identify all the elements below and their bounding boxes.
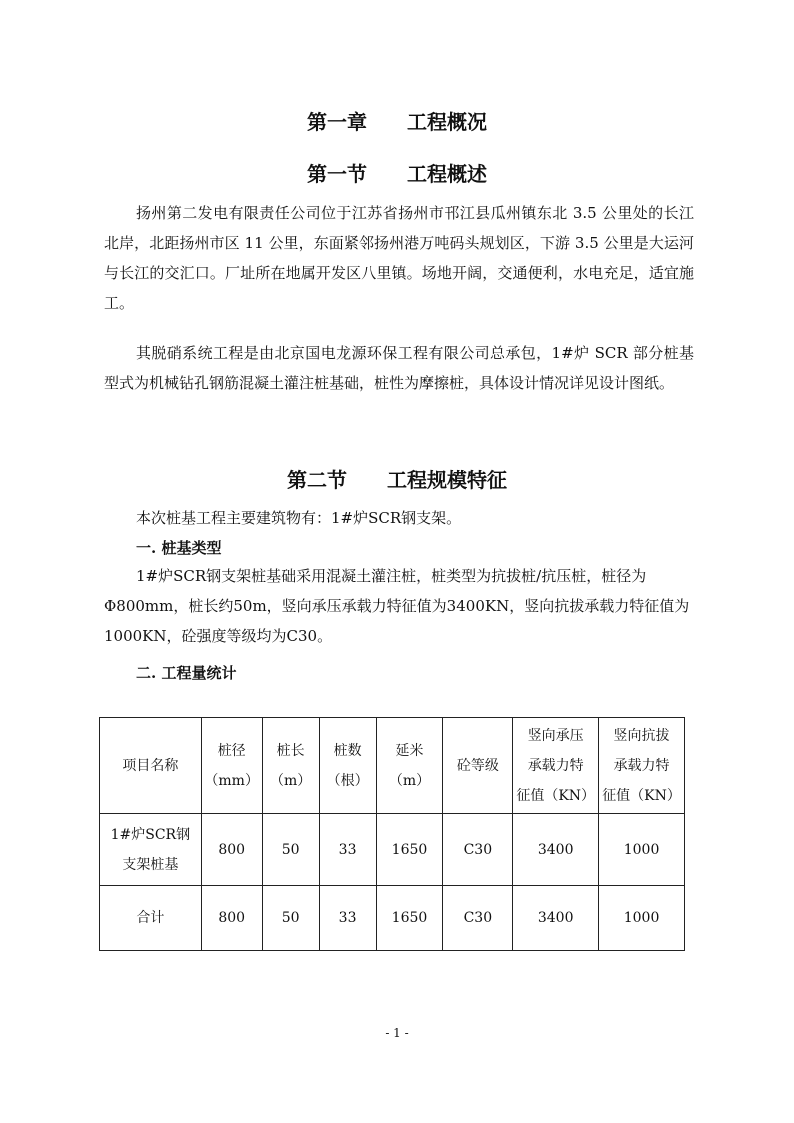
cell-length: 50 — [262, 814, 319, 886]
main-buildings-text: 本次桩基工程主要建筑物有：1#炉SCR钢支架。 — [136, 509, 462, 527]
cell-uplift: 1000 — [599, 814, 685, 886]
cell-name: 合计 — [100, 886, 202, 951]
table-total-row — [100, 886, 685, 951]
chapter-title: 第一章 工程概况 — [307, 110, 487, 134]
header-cell-name: 项目名称 — [100, 718, 202, 814]
cell-diameter: 800 — [201, 814, 262, 886]
page-number: - 1 - — [385, 1026, 409, 1040]
cell-meters: 1650 — [376, 886, 443, 951]
header-cell-compress: 竖向承压 承载力特 征值（KN） — [513, 718, 599, 814]
cell-diameter: 800 — [201, 886, 262, 951]
table-row — [100, 814, 685, 886]
header-cell-count: 桩数 （根） — [319, 718, 376, 814]
cell-count: 33 — [319, 886, 376, 951]
cell-uplift: 1000 — [599, 886, 685, 951]
table-header-row — [100, 718, 685, 814]
pile-type-paragraph: 1#炉SCR钢支架桩基础采用混凝土灌注桩，桩类型为抗拔桩/抗压桩，桩径为Φ800mm，桩长约50m，竖向承压承载力特征值为3400KN，竖向抗拔承载力特征值为1000KN，砼强度等级均为C30。 — [104, 567, 690, 645]
cell-meters: 1650 — [376, 814, 443, 886]
overview-paragraph-1: 扬州第二发电有限责任公司位于江苏省扬州市邗江县瓜州镇东北 3.5 公里处的长江北岸，北距扬州市区 11 公里，东面紧邻扬州港万吨码头规划区，下游 3.5 公里是大运河与长江的交汇口。厂址所在地属开发区八里镇。场地开阔，交通便利，水电充足，适宜施工。 — [104, 204, 694, 312]
quantity-table — [99, 717, 685, 951]
header-cell-grade: 砼等级 — [443, 718, 513, 814]
subsection-quantity: 二. 工程量统计 — [136, 664, 237, 682]
cell-compress: 3400 — [513, 814, 599, 886]
header-cell-uplift: 竖向抗拔 承载力特 征值（KN） — [599, 718, 685, 814]
section-title-overview: 第一节 工程概述 — [307, 162, 487, 186]
header-cell-length: 桩长 （m） — [262, 718, 319, 814]
cell-grade: C30 — [443, 886, 513, 951]
cell-length: 50 — [262, 886, 319, 951]
cell-name: 1#炉SCR钢 支架桩基 — [100, 814, 202, 886]
header-cell-meters: 延米 （m） — [376, 718, 443, 814]
overview-paragraph-2: 其脱硝系统工程是由北京国电龙源环保工程有限公司总承包，1#炉 SCR 部分桩基型式为机械钻孔钢筋混凝土灌注桩基础，桩性为摩擦桩，具体设计情况详见设计图纸。 — [104, 344, 694, 392]
cell-compress: 3400 — [513, 886, 599, 951]
subsection-pile-type: 一. 桩基类型 — [136, 539, 222, 557]
header-cell-diameter: 桩径 （mm） — [201, 718, 262, 814]
cell-count: 33 — [319, 814, 376, 886]
section-title-scale: 第二节 工程规模特征 — [287, 468, 507, 492]
cell-grade: C30 — [443, 814, 513, 886]
